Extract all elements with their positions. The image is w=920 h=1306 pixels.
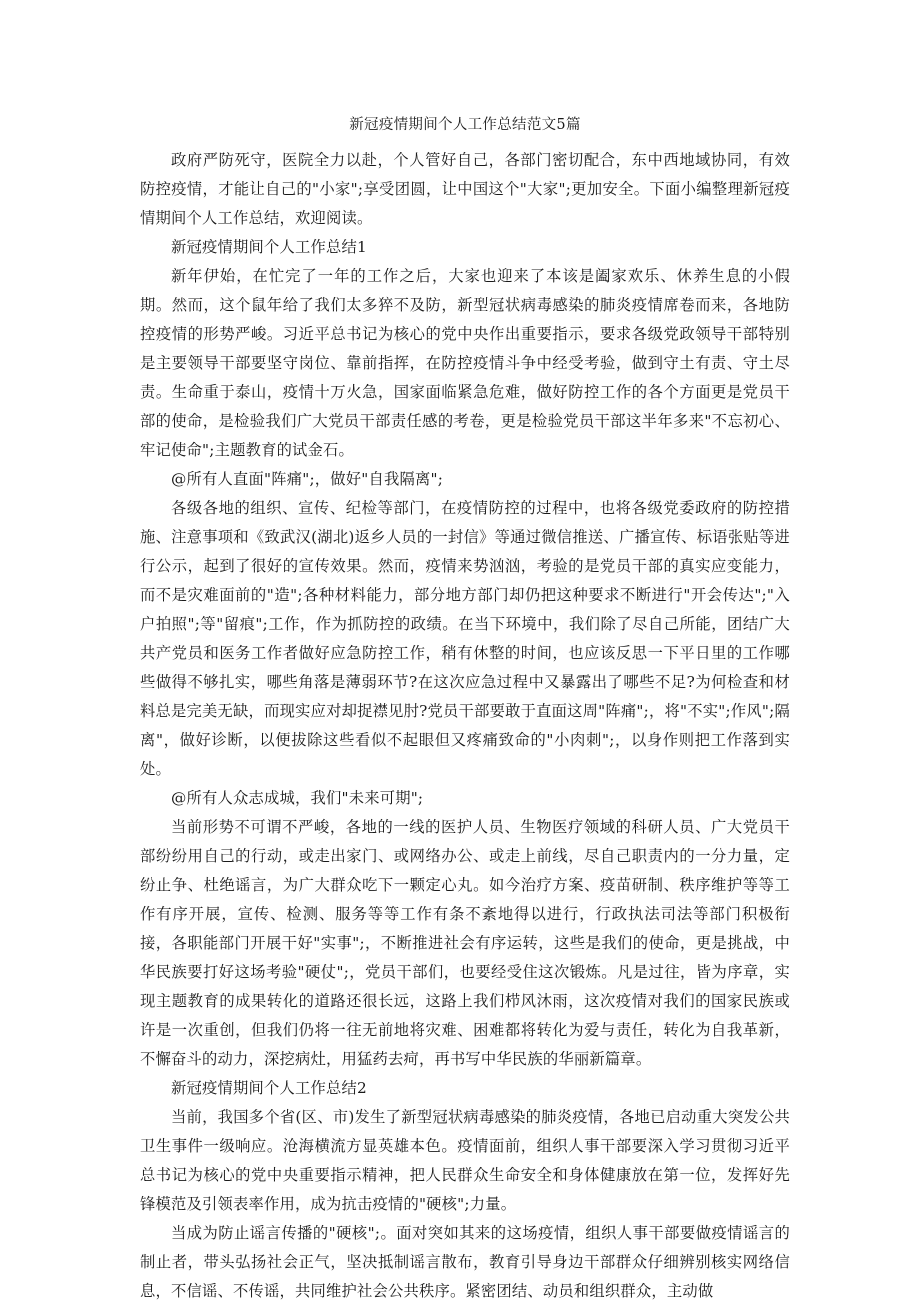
document-title: 新冠疫情期间个人工作总结范文5篇	[349, 117, 581, 133]
body-paragraph: 当前形势不可谓不严峻，各地的一线的医护人员、生物医疗领域的科研人员、广大党员干部纷纷用自己的行动，或走出家门、或网络办公、或走上前线，尽自己职责内的一分力量，定纷止争、杜绝谣言，为广大群众吃下一颗定心丸。如今治疗方案、疫苗研制、秩序维护等等工作有序开展，宣传、检测、服务等等工作有条不紊地得以进行，行政执法司法等部门积极衔接，各职能部门开展干好"实事";，不断推进社会有序运转，这些是我们的使命，更是挑战，中华民族要打好这场考验"硬仗";，党员干部们，也要经受住这次锻炼。凡是过往，皆为序章，实现主题教育的成果转化的道路还很长远，这路上我们栉风沐雨，这次疫情对我们的国家民族或许是一次重创，但我们仍将一往无前地将灾难、困难都将转化为爱与责任，转化为自我革新，不懈奋斗的动力，深挖病灶，用猛药去疴，再书写中华民族的华丽新篇章。	[140, 818, 790, 1068]
body-paragraph: 当前，我国多个省(区、市)发生了新型冠状病毒感染的肺炎疫情，各地已启动重大突发公共卫生事件一级响应。沧海横流方显英雄本色。疫情面前，组织人事干部要深入学习贯彻习近平总书记为核心的党中央重要指示精神，把人民群众生命安全和身体健康放在第一位，发挥好先锋模范及引领表率作用，成为抗击疫情的"硬核";力量。	[140, 1108, 790, 1213]
body-paragraph: 当成为防止谣言传播的"硬核";。面对突如其来的这场疫情，组织人事干部要做疫情谣言的制止者，带头弘扬社会正气，坚决抵制谣言散布，教育引导身边干部群众仔细辨别核实网络信息，不信谣、不传谣，共同维护社会公共秩序。紧密团结、动员和组织群众，主动做	[140, 1224, 790, 1300]
document-page	[140, 112, 790, 1306]
section-heading-1: 新冠疫情期间个人工作总结1	[171, 238, 367, 256]
section-heading-2: 新冠疫情期间个人工作总结2	[171, 1079, 367, 1097]
body-paragraph: 新年伊始，在忙完了一年的工作之后，大家也迎来了本该是阖家欢乐、休养生息的小假期。然而，这个鼠年给了我们太多猝不及防，新型冠状病毒感染的肺炎疫情席卷而来，各地防控疫情的形势严峻。习近平总书记为核心的党中央作出重要指示，要求各级党政领导干部特别是主要领导干部要坚守岗位、靠前指挥，在防控疫情斗争中经受考验，做到守土有责、守土尽责。生命重于泰山，疫情十万火急，国家面临紧急危难，做好防控工作的各个方面更是党员干部的使命，是检验我们广大党员干部责任感的考卷，更是检验党员干部这半年多来"不忘初心、牢记使命";主题教育的试金石。	[140, 267, 790, 459]
intro-paragraph: 政府严防死守，医院全力以赴，个人管好自己，各部门密切配合，东中西地域协同，有效防控疫情，才能让自己的"小家";享受团圆，让中国这个"大家";更加安全。下面小编整理新冠疫情期间个人工作总结，欢迎阅读。	[140, 151, 790, 227]
subheading-united: @所有人众志成城，我们"未来可期";	[171, 789, 424, 807]
subheading-direct-pain: @所有人直面"阵痛";，做好"自我隔离";	[171, 470, 444, 488]
body-paragraph: 各级各地的组织、宣传、纪检等部门，在疫情防控的过程中，也将各级党委政府的防控措施、注意事项和《致武汉(湖北)返乡人员的一封信》等通过微信推送、广播宣传、标语张贴等进行公示，起到了很好的宣传效果。然而，疫情来势汹汹，考验的是党员干部的真实应变能力，而不是灾难面前的"造";各种材料能力，部分地方部门却仍把这种要求不断进行"开会传达";"入户拍照";等"留痕";工作，作为抓防控的政绩。在当下环境中，我们除了尽自己所能，团结广大共产党员和医务工作者做好应急防控工作，稍有休整的时间，也应该反思一下平日里的工作哪些做得不够扎实，哪些角落是薄弱环节?在这次应急过程中又暴露出了哪些不足?为何检查和材料总是完美无缺，而现实应对却捉襟见肘?党员干部要敢于直面这周"阵痛";，将"不实";作风";隔离"，做好诊断，以便拔除这些看似不起眼但又疼痛致命的"小肉刺";，以身作则把工作落到实处。	[140, 499, 790, 778]
